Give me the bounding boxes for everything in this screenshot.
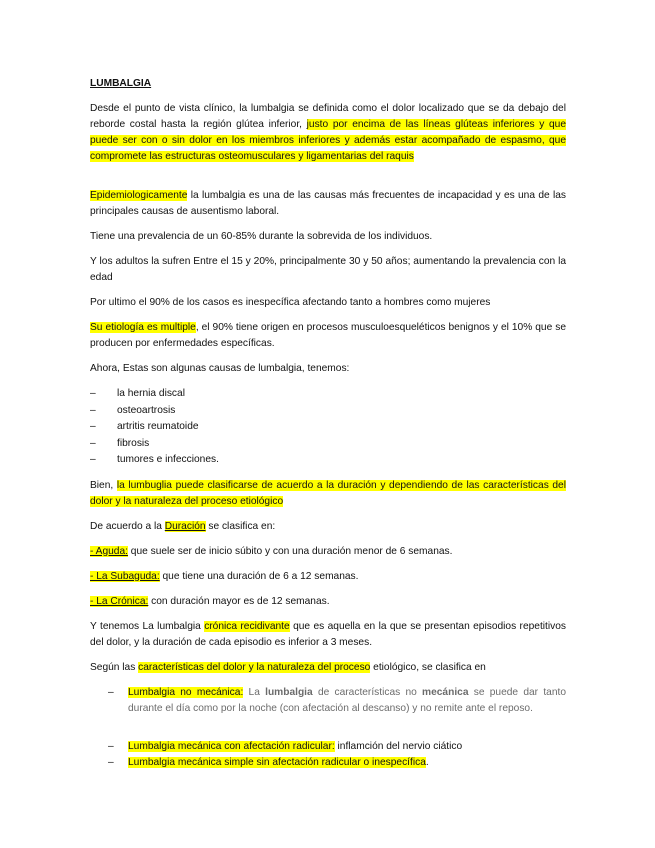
paragraph-recidivante: [90, 619, 566, 651]
highlighted-text: Duración: [164, 520, 206, 532]
list-item-radicular: [90, 739, 566, 755]
paragraph-causes-intro: Ahora, Estas son algunas causas de lumbalgia, tenemos:: [90, 363, 350, 374]
text-span: etiológico, se clasifica en: [370, 661, 486, 673]
list-item: – fibrosis: [90, 436, 566, 453]
list-item: – tumores e infecciones.: [90, 452, 566, 469]
text-span: de características no: [312, 686, 423, 698]
highlighted-text: Su etiología es multiple: [90, 322, 196, 333]
list-item: – la hernia discal: [90, 386, 566, 403]
text-span: La: [243, 686, 266, 698]
text-span: se clasifica en:: [205, 520, 276, 532]
text-span: con duración mayor es de 12 semanas.: [148, 595, 330, 607]
highlighted-label: - La Crónica:: [90, 595, 149, 607]
list-item: – osteoartrosis: [90, 403, 566, 420]
text-span: mecánica: [422, 686, 469, 698]
highlighted-text: características del dolor y la naturaleza del proceso: [138, 661, 371, 673]
text-span: la lumbalgia es una de las causas más frecuentes de incapacidad y es una de las principales causas de ausentismo laboral.: [90, 190, 566, 217]
text-span: Y tenemos La lumbalgia: [90, 620, 205, 632]
paragraph-subaguda: [90, 569, 566, 585]
paragraph-cronica: [90, 594, 566, 610]
highlighted-text: Epidemiologicamente: [90, 190, 188, 201]
document-page: [90, 76, 566, 771]
document-title: LUMBALGIA: [90, 78, 152, 89]
text-span: Según las: [90, 661, 139, 673]
paragraph-types-intro: [90, 660, 566, 676]
paragraph-definition: [90, 101, 566, 165]
list-item-no-mecanica: [90, 685, 566, 717]
text-span: que tiene una duración de 6 a 12 semanas.: [159, 570, 359, 582]
paragraph-adults: Y los adultos la sufren Entre el 15 y 20%, principalmente 30 y 50 años; aumentando la prevalencia con la edad: [90, 256, 566, 283]
text-span: inflamción del nervio ciático: [334, 740, 463, 752]
list-item-simple: [90, 755, 566, 771]
text-span: que suele ser de inicio súbito y con una duración menor de 6 semanas.: [127, 545, 453, 557]
text-span: De acuerdo a la: [90, 520, 165, 532]
text-span: .: [425, 756, 429, 768]
highlighted-label: Lumbalgia mecánica con afectación radicular:: [128, 740, 335, 752]
list-item: – artritis reumatoide: [90, 419, 566, 436]
highlighted-text: la lumbuglia puede clasificarse de acuerdo a la duración y dependiendo de las características del dolor y la naturaleza del proceso etiológico: [90, 479, 566, 507]
spacer: [90, 174, 566, 188]
paragraph-classification: [90, 478, 566, 510]
highlighted-label: - Aguda:: [90, 545, 128, 557]
text-span: que es aquella en la que se presentan episodios repetitivos del dolor, y la duración de cada episodio es inferior a 3 meses.: [90, 620, 566, 648]
text-span: , el 90% tiene origen en procesos musculoesqueléticos benignos y el 10% que se producen por enfermedades específicas.: [90, 322, 566, 349]
highlighted-label: Lumbalgia mecánica simple sin afectación radicular o inespecífica: [128, 756, 426, 768]
highlighted-label: - La Subaguda:: [90, 570, 160, 582]
paragraph-etiology: [90, 320, 566, 352]
paragraph-prevalence: Tiene una prevalencia de un 60-85% durante la sobrevida de los individuos.: [90, 231, 433, 242]
paragraph-aguda: [90, 544, 566, 560]
text-span: Desde el punto de vista clínico, la lumbalgia se definida como el dolor localizado que se da debajo del reborde costal hasta la región glútea inferior,: [90, 103, 566, 130]
paragraph-duration-intro: [90, 519, 566, 535]
text-span: se puede dar tanto durante el día como por la noche (con afectación al descanso) y no remite ante el reposo.: [128, 686, 566, 714]
paragraph-nonspecific: Por ultimo el 90% de los casos es inespecífica afectando tanto a hombres como mujeres: [90, 297, 491, 308]
highlighted-text: crónica recidivante: [204, 620, 290, 632]
causes-list: [90, 386, 566, 469]
text-span: Bien,: [90, 479, 117, 491]
text-span: lumbalgia: [265, 686, 313, 698]
paragraph-epidemiology: [90, 188, 566, 220]
highlighted-label: Lumbalgia no mecánica:: [128, 686, 244, 698]
types-list: [90, 685, 566, 771]
highlighted-text: justo por encima de las líneas glúteas inferiores y que puede ser con o sin dolor en los miembros inferiores y además estar acompañado de espasmo, que compromete las estructuras osteomusculares y ligamentarias del raquis: [90, 119, 566, 162]
